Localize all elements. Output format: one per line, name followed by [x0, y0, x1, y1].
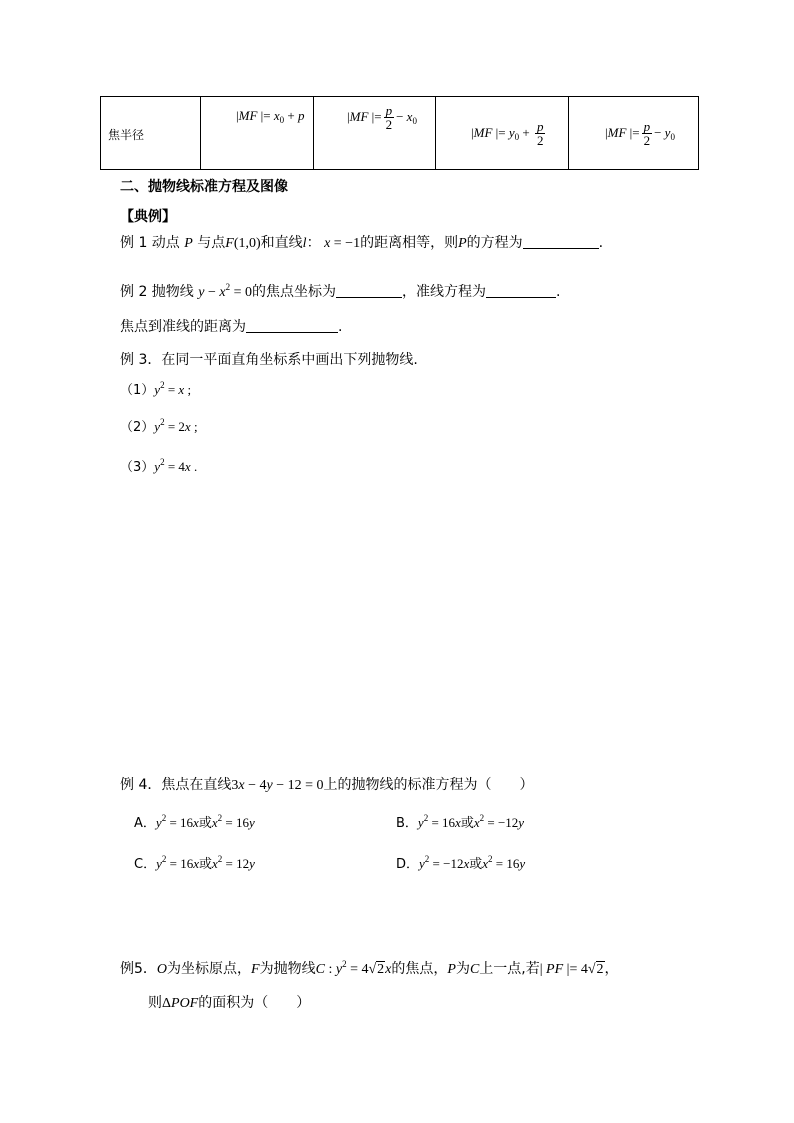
answer-blank-directrix[interactable]	[486, 283, 556, 298]
ex3-item-2: $(2)y^2 = 2x$ ;	[120, 417, 198, 435]
table-formula-3: |MF |= $y_0$ + $\frac{p}{2}$	[471, 119, 544, 148]
example-heading: 【典例】	[120, 209, 176, 225]
example-2-line2: 焦点到准线的距离为 .	[120, 319, 343, 335]
answer-blank[interactable]	[523, 234, 599, 249]
table-formula-1: |MF |= $x_0 + p$	[236, 108, 305, 124]
option-c[interactable]: C．$y^2 = 16x$或$x^2 = 12y$	[134, 854, 255, 872]
table-formula-4: |MF |= $\frac{p}{2}$ − $y_0$	[605, 119, 675, 148]
example-1: 例 1 动点 P 与点F(1,0)和直线l： x = −1的距离相等，则P的方程为 .	[120, 235, 604, 251]
example-2: 例 2 抛物线 $y - x^2 = 0$的焦点坐标为 ，准线方程为 .	[120, 282, 561, 300]
answer-blank-distance[interactable]	[246, 318, 338, 333]
example-3-title: 例 3．在同一平面直角坐标系中画出下列抛物线.	[120, 352, 418, 368]
example-5: 例5．O为坐标原点，F为抛物线C : $y^2 = 4√2x$的焦点，P为C上一点,若| PF |= 4√2，	[120, 959, 619, 977]
option-a[interactable]: A．$y^2 = 16x$或$x^2 = 16y$	[134, 813, 255, 831]
example-4: 例 4．焦点在直线3x − 4y − 12 = 0上的抛物线的标准方程为（ ）	[120, 777, 534, 793]
ex3-item-1: $(1)y^2 = x$ ;	[120, 380, 192, 398]
example-5-line2: 则ΔPOF的面积为（ ）	[148, 995, 311, 1011]
option-d[interactable]: D．$y^2 = -12x$或$x^2 = 16y$	[396, 854, 526, 872]
table-formula-2: |MF |= $\frac{p}{2}$ − $x_0$	[347, 103, 417, 132]
section-title: 二、抛物线标准方程及图像	[120, 179, 288, 195]
option-b[interactable]: B．$y^2 = 16x$或$x^2 = -12y$	[396, 813, 525, 831]
ex1-prefix: 例 1 动点	[120, 235, 180, 251]
answer-blank-focus[interactable]	[336, 283, 402, 298]
ex3-item-3: $(3)y^2 = 4x$ .	[120, 457, 198, 475]
table-row-label: 焦半径	[108, 128, 145, 142]
ex2-prefix: 例 2 抛物线	[120, 284, 194, 300]
